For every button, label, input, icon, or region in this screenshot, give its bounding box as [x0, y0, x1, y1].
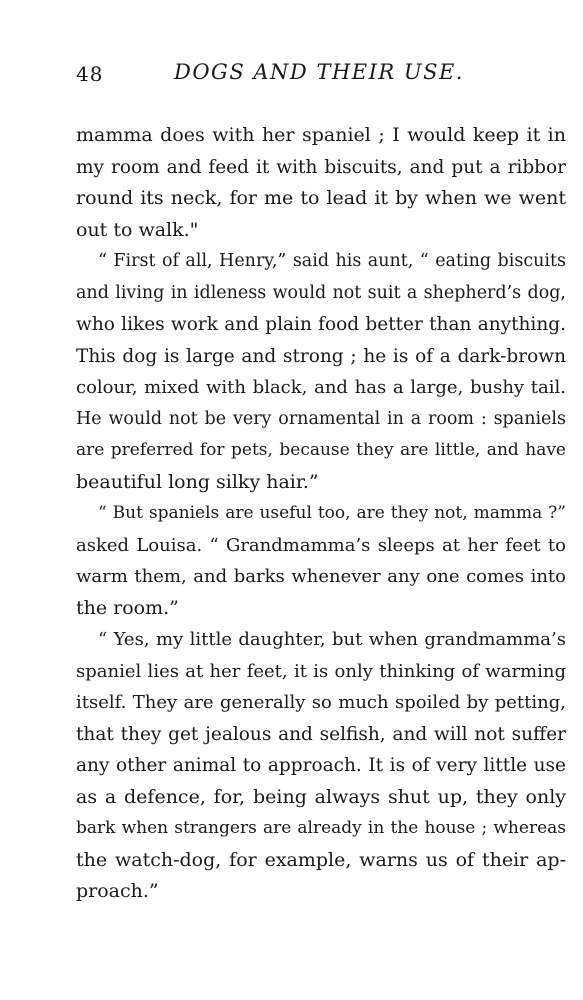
text-line: that they get jealous and selfish, and will not suffer — [76, 723, 566, 745]
text-line: proach.” — [76, 880, 159, 902]
text-line: out to walk." — [76, 218, 199, 241]
text-line: mamma does with her spaniel ; I would keep it in — [76, 124, 566, 146]
text-line: asked Louisa. “ Grandmamma’s sleeps at her feet to — [76, 534, 566, 556]
text-line: are preferred for pets, because they are little, and have — [76, 440, 566, 460]
text-line: the watch-dog, for example, warns us of their ap- — [76, 848, 566, 871]
text-line: as a defence, for, being always shut up, they only — [76, 785, 566, 808]
text-line: warm them, and barks whenever any one comes into — [76, 566, 566, 587]
text-line: and living in idleness would not suit a shepherd’s dog, — [76, 282, 566, 303]
text-line: This dog is large and strong ; he is of a dark-brown — [76, 345, 566, 367]
text-line: the room.” — [76, 596, 179, 619]
text-line: itself. They are generally so much spoiled by petting, — [76, 692, 566, 713]
text-line: bark when strangers are already in the house ; whereas — [76, 818, 566, 838]
text-line: He would not be very ornamental in a room : spaniels — [76, 408, 566, 429]
running-head: DOGS AND THEIR USE. — [174, 60, 464, 84]
text-line: colour, mixed with black, and has a large, bushy tail. — [76, 377, 566, 398]
text-line: who likes work and plain food better than anything. — [76, 314, 566, 335]
body-text — [76, 120, 566, 908]
text-line: any other animal to approach. It is of very little use — [76, 755, 566, 776]
text-line: “ First of all, Henry,” said his aunt, “ eating biscuits — [98, 251, 566, 271]
text-line: spaniel lies at her feet, it is only thinking of warming — [76, 660, 566, 682]
text-line: my room and feed it with biscuits, and put a ribbor — [76, 156, 566, 178]
page-number: 48 — [76, 62, 104, 86]
text-line: round its neck, for me to lead it by when we went — [76, 187, 566, 209]
page-header — [76, 60, 566, 90]
text-line: “ But spaniels are useful too, are they not, mamma ?” — [98, 503, 566, 523]
text-line: “ Yes, my little daughter, but when grandmamma’s — [98, 629, 566, 650]
text-line: beautiful long silky hair.” — [76, 470, 319, 493]
